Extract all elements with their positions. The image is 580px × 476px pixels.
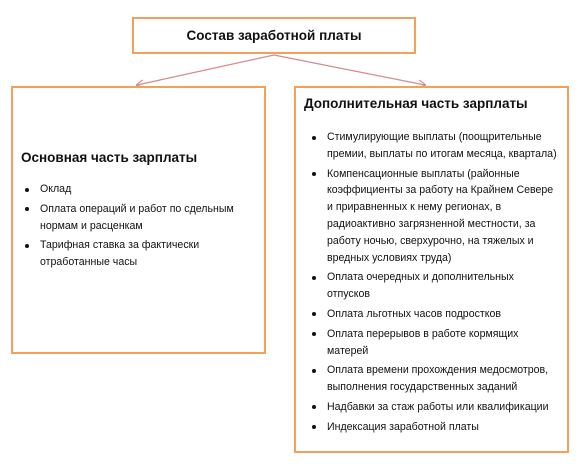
list-item: Стимулирующие выплаты (поощрительные премии, выплаты по итогам месяца, квартала) <box>304 129 559 163</box>
list-item: Оплата операций и работ по сдельным нормам и расценкам <box>21 201 256 235</box>
basic-salary-box <box>11 86 266 354</box>
list-item: Оклад <box>21 181 256 198</box>
list-item: Оплата времени прохождения медосмотров, выполнения государственных заданий <box>304 362 559 396</box>
additional-salary-box <box>294 86 569 453</box>
list-item: Надбавки за стаж работы или квалификации <box>304 399 559 416</box>
list-item: Оплата перерывов в работе кормящих матерей <box>304 326 559 360</box>
list-item: Оплата очередных и дополнительных отпусков <box>304 269 559 303</box>
salary-composition-box <box>132 17 416 54</box>
list-item: Компенсационные выплаты (районные коэффициенты за работу на Крайнем Севере и приравненных к нему регионах, в радиоактивно загрязненной местности, за работу ночью, сверхурочно, на тяжелых и вредных условиях труда) <box>304 166 559 267</box>
list-item: Тарифная ставка за фактически отработанные часы <box>21 237 256 271</box>
additional-salary-title: Дополнительная часть зарплаты <box>304 96 528 111</box>
list-item: Оплата льготных часов подростков <box>304 306 559 323</box>
salary-composition-title: Состав заработной платы <box>186 28 362 43</box>
basic-salary-title: Основная часть зарплаты <box>21 150 198 165</box>
arrow-to-left-box <box>137 55 274 85</box>
additional-salary-list <box>304 129 559 436</box>
list-item: Индексация заработной платы <box>304 419 559 436</box>
arrow-to-right-box <box>274 55 425 85</box>
basic-salary-list <box>21 181 256 271</box>
